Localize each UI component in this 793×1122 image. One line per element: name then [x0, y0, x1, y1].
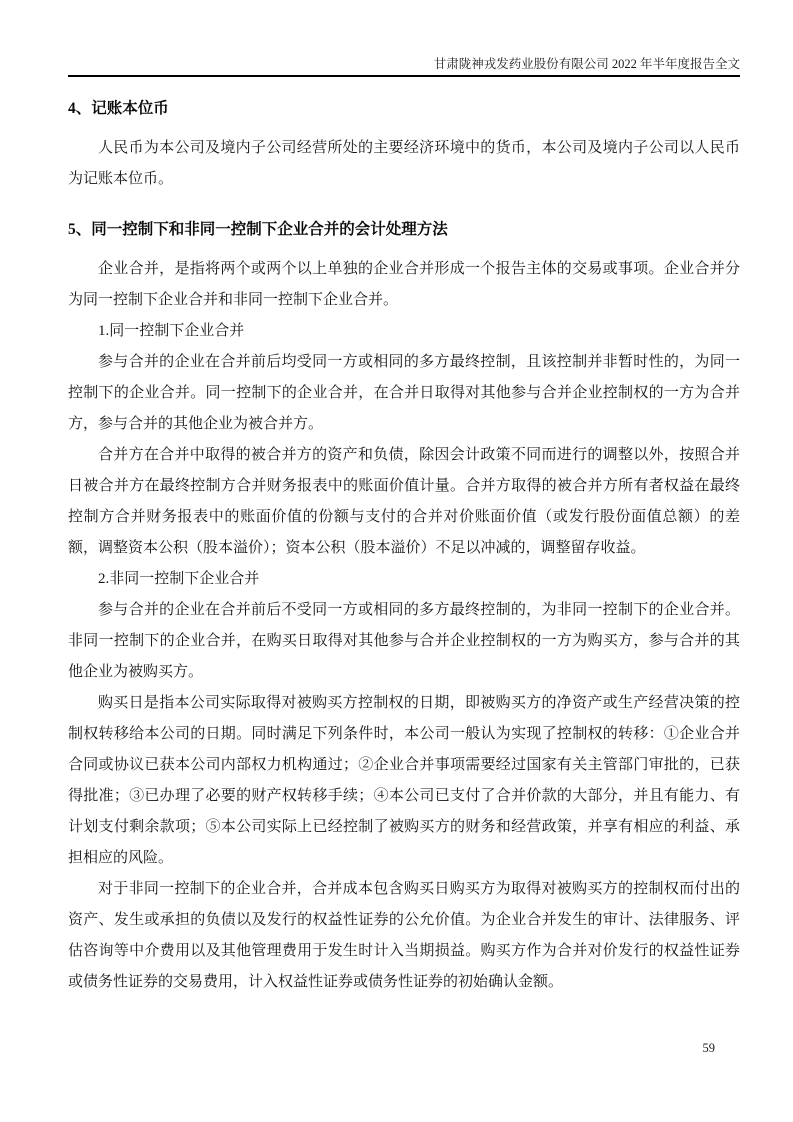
page-header — [68, 57, 740, 71]
page-number: 59 — [702, 1041, 715, 1055]
paragraph-accounting-currency: 人民币为本公司及境内子公司经营所处的主要经济环境中的货币，本公司及境内子公司以人民币为记账本位币。 — [68, 140, 740, 187]
header-title: 甘肃陇神戎发药业股份有限公司 2022 年半年度报告全文 — [433, 57, 740, 71]
section-heading-accounting-currency: 4、记账本位币 — [68, 100, 169, 117]
paragraph-same-control-definition: 参与合并的企业在合并前后均受同一方或相同的多方最终控制，且该控制并非暂时性的，为同一控制下的企业合并。同一控制下的企业合并，在合并日取得对其他参与合并企业控制权的一方为合并方，参与合并的其他企业为被合并方。 — [68, 354, 740, 432]
paragraph-combination-cost: 对于非同一控制下的企业合并，合并成本包含购买日购买方为取得对被购买方的控制权而付出的资产、发生或承担的负债以及发行的权益性证券的公允价值。为企业合并发生的审计、法律服务、评估咨询等中介费用以及其他管理费用于发生时计入当期损益。购买方作为合并对价发行的权益性证券或债务性证券的交易费用，计入权益性证券或债务性证券的初始确认金额。 — [68, 881, 740, 990]
paragraph-non-same-control-definition: 参与合并的企业在合并前后不受同一方或相同的多方最终控制的，为非同一控制下的企业合并。非同一控制下的企业合并，在购买日取得对其他参与合并企业控制权的一方为购买方，参与合并的其他企业为被购买方。 — [68, 602, 740, 680]
paragraph-purchase-date-conditions: 购买日是指本公司实际取得对被购买方控制权的日期，即被购买方的净资产或生产经营决策的控制权转移给本公司的日期。同时满足下列条件时，本公司一般认为实现了控制权的转移：①企业合并合同或协议已获本公司内部权力机构通过；②企业合并事项需要经过国家有关主管部门审批的，已获得批准；③已办理了必要的财产权转移手续；④本公司已支付了合并价款的大部分，并且有能力、有计划支付剩余款项；⑤本公司实际上已经控制了被购买方的财务和经营政策，并享有相应的利益、承担相应的风险。 — [68, 695, 740, 866]
subheading-same-control: 1.同一控制下企业合并 — [98, 323, 245, 339]
paragraph-same-control-measurement: 合并方在合并中取得的被合并方的资产和负债，除因会计政策不同而进行的调整以外，按照合并日被合并方在最终控制方合并财务报表中的账面价值计量。合并方取得的被合并方所有者权益在最终控制方合并财务报表中的账面价值的份额与支付的合并对价账面价值（或发行股份面值总额）的差额，调整资本公积（股本溢价）；资本公积（股本溢价）不足以冲减的，调整留存收益。 — [68, 447, 740, 556]
subheading-non-same-control: 2.非同一控制下企业合并 — [98, 571, 260, 587]
section-body — [68, 254, 740, 998]
paragraph-combination-definition: 企业合并，是指将两个或两个以上单独的企业合并形成一个报告主体的交易或事项。企业合并分为同一控制下企业合并和非同一控制下企业合并。 — [68, 261, 740, 308]
header-rule — [68, 75, 740, 77]
section-heading-business-combination: 5、同一控制下和非同一控制下企业合并的会计处理方法 — [68, 221, 448, 238]
